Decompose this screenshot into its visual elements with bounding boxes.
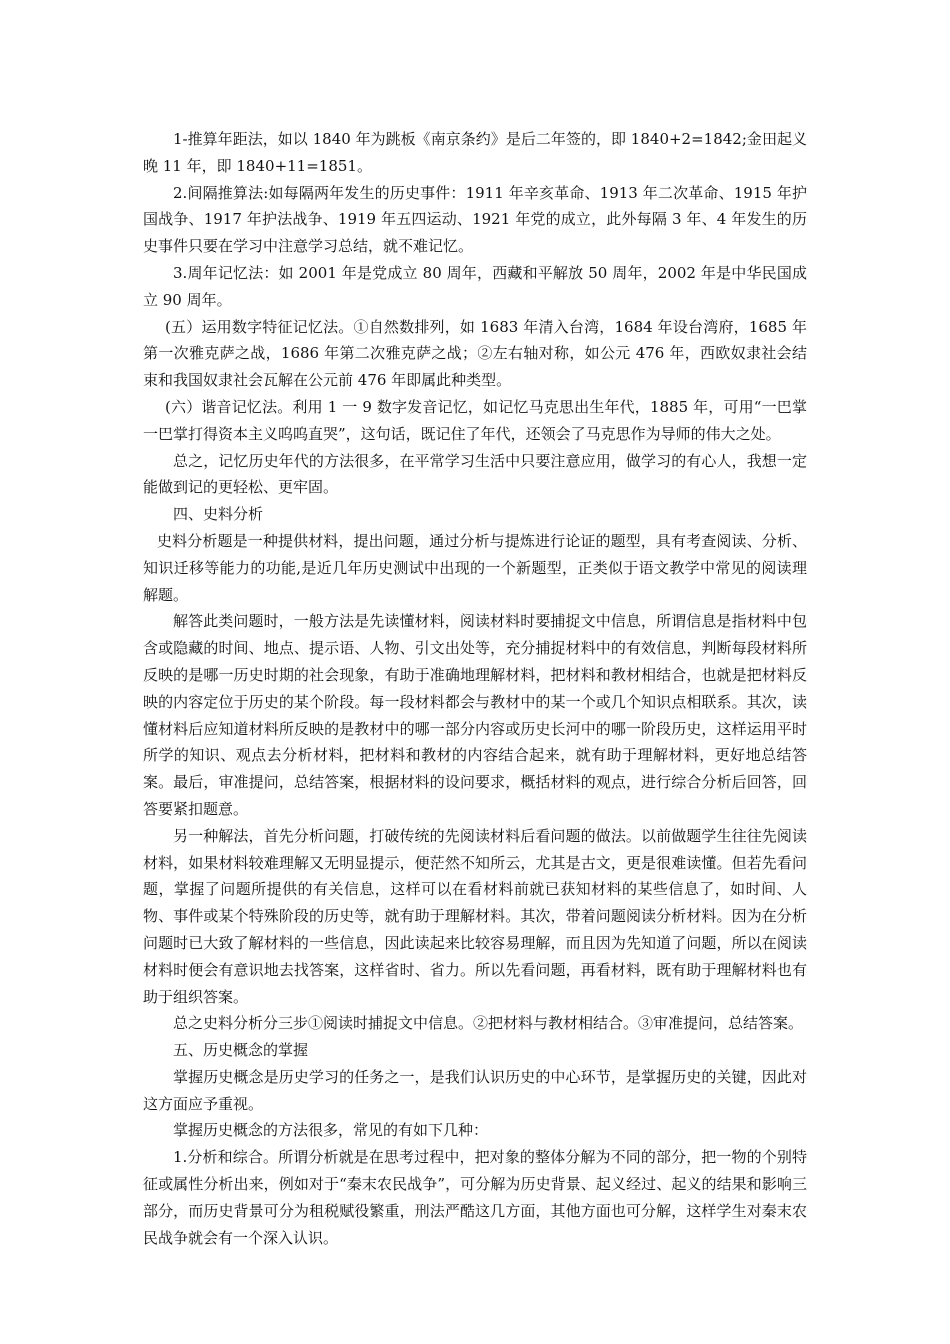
section-heading: 五、历史概念的掌握 — [173, 1041, 309, 1060]
paragraph: 1-推算年距法，如以 1840 年为跳板《南京条约》是后二年签的，即 1840+2=1842;金田起义晚 11 年，即 1840+11=1851。 — [143, 130, 807, 175]
paragraph: 解答此类问题时，一般方法是先读懂材料，阅读材料时要捕捉文中信息，所谓信息是指材料中包含或隐藏的时间、地点、提示语、人物、引文出处等，充分捕捉材料中的有效信息，判断每段材料所反映的是哪一历史时期的社会现象，有助于准确地理解材料，把材料和教材相结合，也就是把材料反映的内容定位于历史的某个阶段。每一段材料都会与教材中的某一个或几个知识点相联系。其次，读懂材料后应知道材料所反映的是教材中的哪一部分内容或历史长河中的哪一阶段历史，这样运用平时所学的知识、观点去分析材料，把材料和教材的内容结合起来，就有助于理解材料，更好地总结答案。最后，审准提问，总结答案，根据材料的设问要求，概括材料的观点，进行综合分析后回答，回答要紧扣题意。 — [143, 612, 807, 818]
section-heading: 四、史料分析 — [173, 505, 264, 524]
paragraph: 3.周年记忆法：如 2001 年是党成立 80 周年，西藏和平解放 50 周年，2002 年是中华民国成立 90 周年。 — [143, 263, 807, 309]
paragraph: (五）运用数字特征记忆法。①自然数排列，如 1683 年清入台湾，1684 年设台湾府，1685 年第一次雅克萨之战，1686 年第二次雅克萨之战；②左右轴对称，如公元 476 年，西欧奴隶社会结束和我国奴隶社会瓦解在公元前 476 年即属此种类型。 — [143, 317, 807, 390]
paragraph: 另一种解法，首先分析问题，打破传统的先阅读材料后看问题的做法。以前做题学生往往先阅读材料，如果材料较难理解又无明显提示，便茫然不知所云，尤其是古文，更是很难读懂。但若先看问题，掌握了问题所提供的有关信息，这样可以在看材料前就已获知材料的某些信息了，如时间、人物、事件或某个特殊阶段的历史等，就有助于理解材料。其次，带着问题阅读分析材料。因为在分析问题时已大致了解材料的一些信息，因此读起来比较容易理解，而且因为先知道了问题，所以在阅读材料时便会有意识地去找答案，这样省时、省力。所以先看问题，再看材料，既有助于理解材料也有助于组织答案。 — [143, 826, 807, 1006]
paragraph: 掌握历史概念的方法很多，常见的有如下几种： — [173, 1121, 489, 1140]
paragraph: 总之史料分析分三步①阅读时捕捉文中信息。②把材料与教材相结合。③审准提问，总结答案。 — [173, 1014, 804, 1033]
paragraph: 史料分析题是一种提供材料，提出问题，通过分析与提炼进行论证的题型，具有考查阅读、分析、知识迁移等能力的功能,是近几年历史测试中出现的一个新题型，正类似于语文教学中常见的阅读理解题。 — [143, 531, 807, 604]
paragraph: (六）谐音记忆法。利用 1 一 9 数字发音记忆，如记忆马克思出生年代，1885 年，可用“一巴掌一巴掌打得资本主义呜呜直哭”，这句话，既记住了年代，还领会了马克思作为导师的伟大之处。 — [143, 397, 807, 443]
paragraph: 总之，记忆历史年代的方法很多，在平常学习生活中只要注意应用，做学习的有心人，我想一定能做到记的更轻松、更牢固。 — [143, 451, 807, 497]
paragraph: 掌握历史概念是历史学习的任务之一，是我们认识历史的中心环节，是掌握历史的关键，因此对这方面应予重视。 — [143, 1067, 807, 1113]
paragraph: 1.分析和综合。所谓分析就是在思考过程中，把对象的整体分解为不同的部分，把一物的个别特征或属性分析出来，例如对于“秦末农民战争”，可分解为历史背景、起义经过、起义的结果和影响三部分，而历史背景可分为租税赋役繁重，刑法严酷这几方面，其他方面也可分解，这样学生对秦末农民战争就会有一个深入认识。 — [143, 1148, 807, 1247]
document-page — [143, 126, 807, 1251]
paragraph: 2.间隔推算法:如每隔两年发生的历史事件：1911 年辛亥革命、1913 年二次革命、1915 年护国战争、1917 年护法战争、1919 年五四运动、1921 年党的成立，此外每隔 3 年、4 年发生的历史事件只要在学习中注意学习总结，就不难记忆。 — [143, 183, 807, 256]
